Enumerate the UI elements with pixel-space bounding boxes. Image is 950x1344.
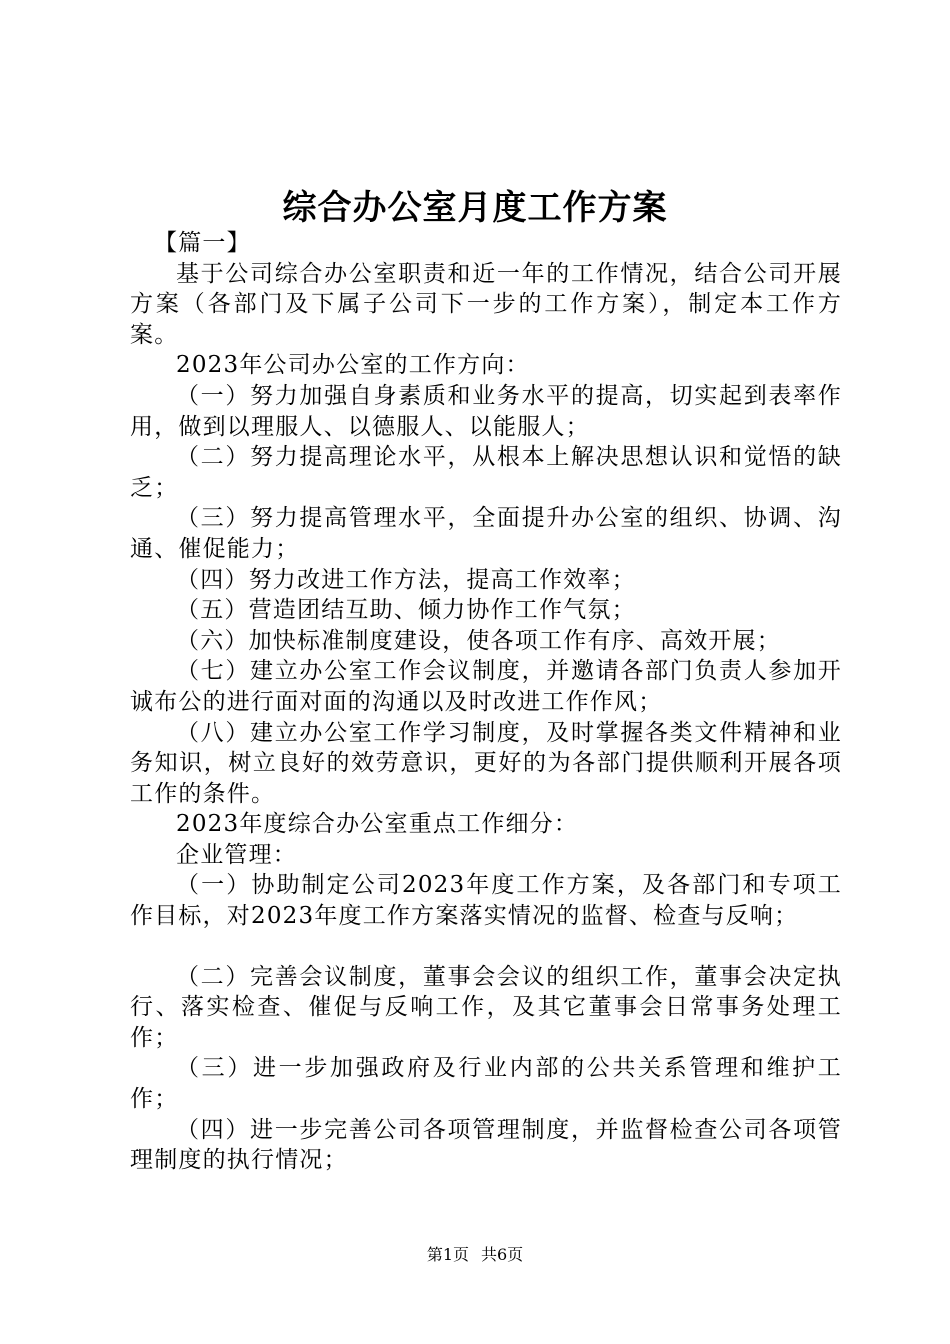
section-label: 【篇一】 [154, 230, 251, 256]
page-number-current: 第1页 [426, 1245, 469, 1264]
page-number-total: 共6页 [481, 1245, 524, 1264]
paragraph-management-1: （一）协助制定公司2023年度工作方案，及各部门和专项工作目标，对2023年度工作方案落实情况的监督、检查与反响； [130, 872, 842, 930]
paragraph-key-work-heading: 2023年度综合办公室重点工作细分： [176, 811, 579, 838]
paragraph-intro: 基于公司综合办公室职责和近一年的工作情况，结合公司开展方案（各部门及下属子公司下一步的工作方案），制定本工作方案。 [130, 260, 842, 348]
paragraph-management-4: （四）进一步完善公司各项管理制度，并监督检查公司各项管理制度的执行情况； [130, 1116, 842, 1174]
paragraph-direction-1: （一）努力加强自身素质和业务水平的提高，切实起到表率作用，做到以理服人、以德服人、以能服人； [130, 382, 842, 440]
paragraph-direction-6: （六）加快标准制度建设，使各项工作有序、高效开展； [176, 627, 781, 654]
paragraph-direction-4: （四）努力改进工作方法，提高工作效率； [176, 566, 636, 593]
paragraph-direction-3: （三）努力提高管理水平，全面提升办公室的组织、协调、沟通、催促能力； [130, 505, 842, 562]
document-body [130, 228, 842, 1176]
paragraph-enterprise-management: 企业管理： [176, 841, 297, 868]
document-title: 综合办公室月度工作方案 [282, 188, 668, 228]
paragraph-management-3: （三）进一步加强政府及行业内部的公共关系管理和维护工作； [130, 1055, 842, 1113]
paragraph-direction-heading: 2023年公司办公室的工作方向： [176, 352, 530, 379]
paragraph-direction-8: （八）建立办公室工作学习制度，及时掌握各类文件精神和业务知识，树立良好的效劳意识，更好的为各部门提供顺利开展各项工作的条件。 [130, 719, 842, 807]
paragraph-direction-5: （五）营造团结互助、倾力协作工作气氛； [176, 597, 636, 624]
paragraph-direction-2: （二）努力提高理论水平，从根本上解决思想认识和觉悟的缺乏； [130, 444, 842, 501]
paragraph-direction-7: （七）建立办公室工作会议制度，并邀请各部门负责人参加开诚布公的进行面对面的沟通以及时改进工作作风； [130, 658, 842, 715]
page-footer [0, 1244, 950, 1266]
paragraph-management-2: （二）完善会议制度，董事会会议的组织工作，董事会决定执行、落实检查、催促与反响工作，及其它董事会日常事务处理工作； [130, 963, 842, 1051]
